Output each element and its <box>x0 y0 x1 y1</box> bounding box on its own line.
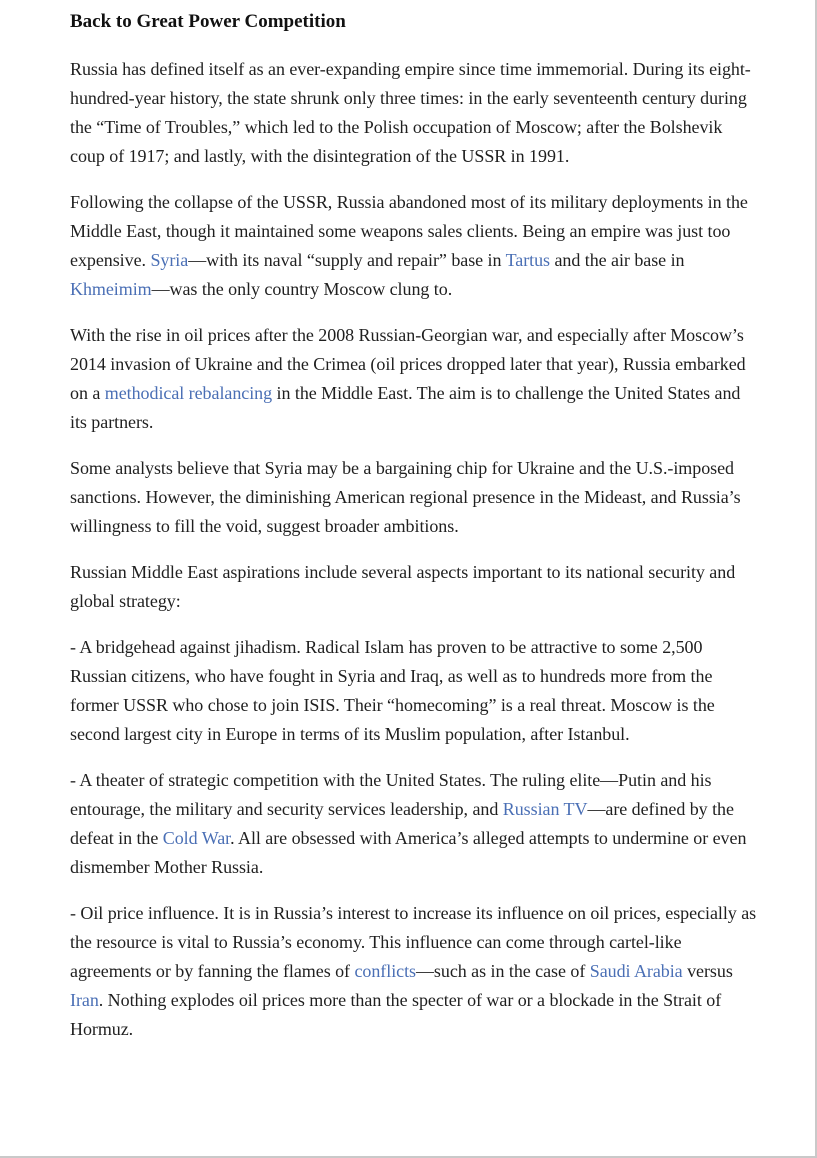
paragraph-aspirations-intro: Russian Middle East aspirations include several aspects important to its national security and global strategy: <box>70 562 736 611</box>
link-syria[interactable]: Syria <box>150 250 189 270</box>
link-cold-war[interactable]: Cold War <box>162 828 231 848</box>
text-span: in the Middle East. The aim is to challenge the United States and its partners. <box>70 383 741 432</box>
paragraph-strategic-competition <box>70 766 760 882</box>
paragraph-empire-history: Russia has defined itself as an ever-expanding empire since time immemorial. During its eight-hundred-year history, the state shrunk only three times: in the early seventeenth century during the “Time of Troubles,” which led to the Polish occupation of Moscow; after the Bolshevik coup of 1917; and lastly, with the disintegration of the USSR in 1991. <box>70 59 751 166</box>
text-span: - Oil price influence. It is in Russia’s interest to increase its influence on oil prices, especially as the resource is vital to Russia’s economy. This influence can come through cartel-like agreements or by fanning the flames of <box>70 903 757 981</box>
link-conflicts[interactable]: conflicts <box>354 961 416 981</box>
paragraph-rebalancing <box>70 321 760 437</box>
text-span: —such as in the case of <box>415 961 590 981</box>
text-span: With the rise in oil prices after the 2008 Russian-Georgian war, and especially after Moscow’s 2014 invasion of Ukraine and the Crimea (oil prices dropped later that year), Russia embarked on a <box>70 325 746 403</box>
link-saudi-arabia[interactable]: Saudi Arabia <box>589 961 683 981</box>
article-body <box>70 9 760 1061</box>
text-span: . Nothing explodes oil prices more than the specter of war or a blockade in the Strait of Hormuz. <box>70 990 722 1039</box>
link-tartus[interactable]: Tartus <box>505 250 551 270</box>
text-span: and the air base in <box>550 250 685 270</box>
section-heading: Back to Great Power Competition <box>70 11 346 32</box>
paragraph-post-ussr <box>70 188 760 304</box>
text-span: Following the collapse of the USSR, Russia abandoned most of its military deployments in the Middle East, though it maintained some weapons sales clients. Being an empire was just too expensive. <box>70 192 748 270</box>
link-iran[interactable]: Iran <box>70 990 99 1010</box>
link-russian-tv[interactable]: Russian TV <box>502 799 588 819</box>
text-span: versus <box>682 961 733 981</box>
text-span: —was the only country Moscow clung to. <box>151 279 453 299</box>
paragraph-oil-price <box>70 899 760 1044</box>
text-span: - A theater of strategic competition with the United States. The ruling elite—Putin and his entourage, the military and security services leadership, and <box>70 770 712 819</box>
paragraph-jihadism: - A bridgehead against jihadism. Radical Islam has proven to be attractive to some 2,500 Russian citizens, who have fought in Syria and Iraq, as well as to hundreds more from the former USSR who chose to join ISIS. Their “homecoming” is a real threat. Moscow is the second largest city in Europe in terms of its Muslim population, after Istanbul. <box>70 637 715 744</box>
link-khmeimim[interactable]: Khmeimim <box>70 279 152 299</box>
link-methodical-rebalancing[interactable]: methodical rebalancing <box>104 383 273 403</box>
paragraph-bargaining-chip: Some analysts believe that Syria may be a bargaining chip for Ukraine and the U.S.-imposed sanctions. However, the diminishing American regional presence in the Mideast, and Russia’s willingness to fill the void, suggest broader ambitions. <box>70 458 741 536</box>
text-span: —with its naval “supply and repair” base in <box>188 250 506 270</box>
text-span: —are defined by the defeat in the <box>70 799 734 848</box>
text-span: . All are obsessed with America’s alleged attempts to undermine or even dismember Mother Russia. <box>70 828 747 877</box>
